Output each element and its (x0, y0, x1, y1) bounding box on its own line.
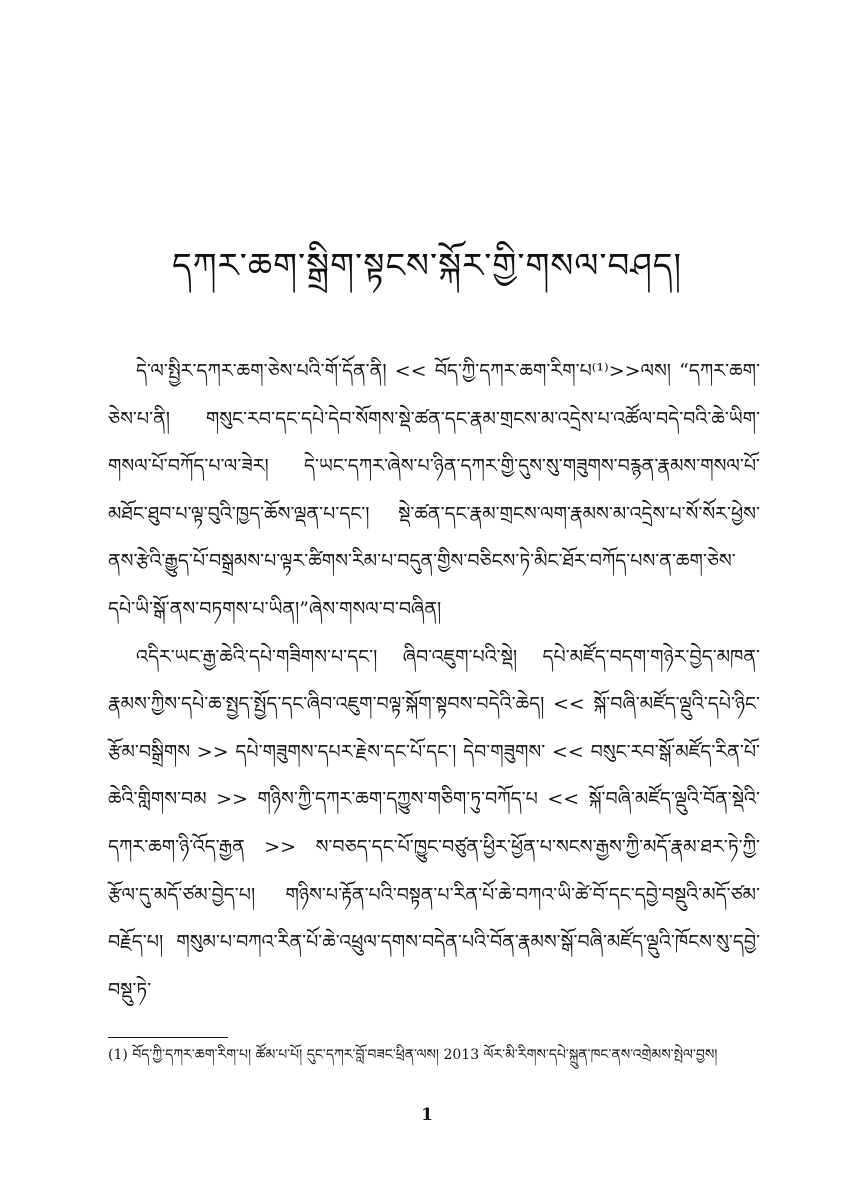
body-text (108, 348, 760, 1014)
footnote-divider (108, 1037, 228, 1038)
paragraph-1: དེ་ལ་སྤྱིར་དཀར་ཆག་ཅེས་པའི་གོ་དོན་ནི། << བོད་ཀྱི་དཀར་ཆག་རིག་པ⁽¹⁾>>ལས། “དཀར་ཆག་ཅེས་པ་ནི། གསུང་རབ་དང་དཔེ་དེབ་སོགས་སྡེ་ཚན་དང་རྣམ་གྲངས་མ་འདྲེས་པ་འཚོལ་བདེ་བའི་ཆེ་ཡིག་གསལ་པོ་བཀོད་པ་ལ་ཟེར། དེ་ཡང་དཀར་ཞེས་པ་ཉིན་དཀར་གྱི་དུས་སུ་གཟུགས་བརྙན་རྣམས་གསལ་པོ་མཐོང་ཐུབ་པ་ལྟ་བུའི་ཁྱད་ཆོས་ལྡན་པ་དང་། སྡེ་ཚན་དང་རྣམ་གྲངས་ལག་རྣམས་མ་འདྲེས་པ་སོ་སོར་ཕྱེས་ནས་རྩེའི་རྒྱུད་པོ་བསྒྲམས་པ་ལྟར་ཚིགས་རིམ་པ་བདུན་གྱིས་བཅིངས་ཏེ་མིང་ཐོར་བཀོད་པས་ན་ཆག་ཅེས་དཔེ་ཡི་སྒོ་ནས་བཏགས་པ་ཡིན།”ཞེས་གསལ་བ་བཞིན། (108, 360, 760, 620)
paragraph-2: འདིར་ཡང་རྒྱ་ཆེའི་དཔེ་གཟིགས་པ་དང་། ཞིབ་འཇུག་པའི་སྡེ། དཔེ་མཛོད་བདག་གཉེར་བྱེད་མཁན་རྣམས་ཀྱིས་དཔེ་ཆ་སྤྱད་སྤྱོད་དང་ཞིབ་འཇུག་བལྟ་སྐོག་སྟབས་བདེའི་ཆེད། << སྐོ་བཞི་མཛོད་ལྡུའི་དཔེ་ཉིང་རྩོམ་བསྒྲིགས >> དཔེ་གཟུགས་དཔར་རྗེས་དང་པོ་དང་། དེབ་གཟུགས་ << བསུང་རབ་སྒོ་མཛོད་རིན་པོ་ཆེའི་གླིགས་བམ >> གཉིས་ཀྱི་དཀར་ཆག་དཀྱུས་གཅིག་ཏུ་བཀོད་པ << སྐོ་བཞི་མཛོད་ལྡུའི་བོན་སྡེའི་དཀར་ཆག་ཉི་འོད་རྒྱན >> ས་བཅད་དང་པོ་ཁྱུང་བཙུན་ཕྱིར་ཕྱོན་པ་སངས་རྒྱས་ཀྱི་མདོ་རྣམ་ཐར་ཏེ་ཀྱི་རྩོལ་དུ་མདོ་ཙམ་བྱེད་པ། གཉིས་པ་རྟོན་པའི་བསྟན་པ་རིན་པོ་ཆེ་བཀའ་ཡི་ཚེ་བོ་དང་དབྱེ་བསྡུའི་མདོ་ཙམ་བརྗོད་པ། གསུམ་པ་བཀའ་རིན་པོ་ཆེ་འཕྲུལ་དགས་བདེན་པའི་བོན་རྣམས་སྒོ་བཞི་མཛོད་ལྡུའི་ཁོངས་སུ་དབྱེ་བསྡུ་ཏེ་ (108, 645, 760, 1001)
page-number: 1 (421, 1105, 433, 1125)
footnote: (1) བོད་ཀྱི་དཀར་ཆག་རིག་པ། ཚོམ་པ་པོ། དུང་དཀར་བློ་བཟང་ཕྲིན་ལས། 2013 ལོར་མི་རིགས་དཔེ་སྐྲུན་ཁང་ནས་འགྲེམས་སྤེལ་བྱས། (108, 1047, 718, 1063)
page-title: དཀར་ཆག་སྒྲིག་སྟངས་སྐོར་གྱི་གསལ་བཤད། (171, 246, 683, 286)
